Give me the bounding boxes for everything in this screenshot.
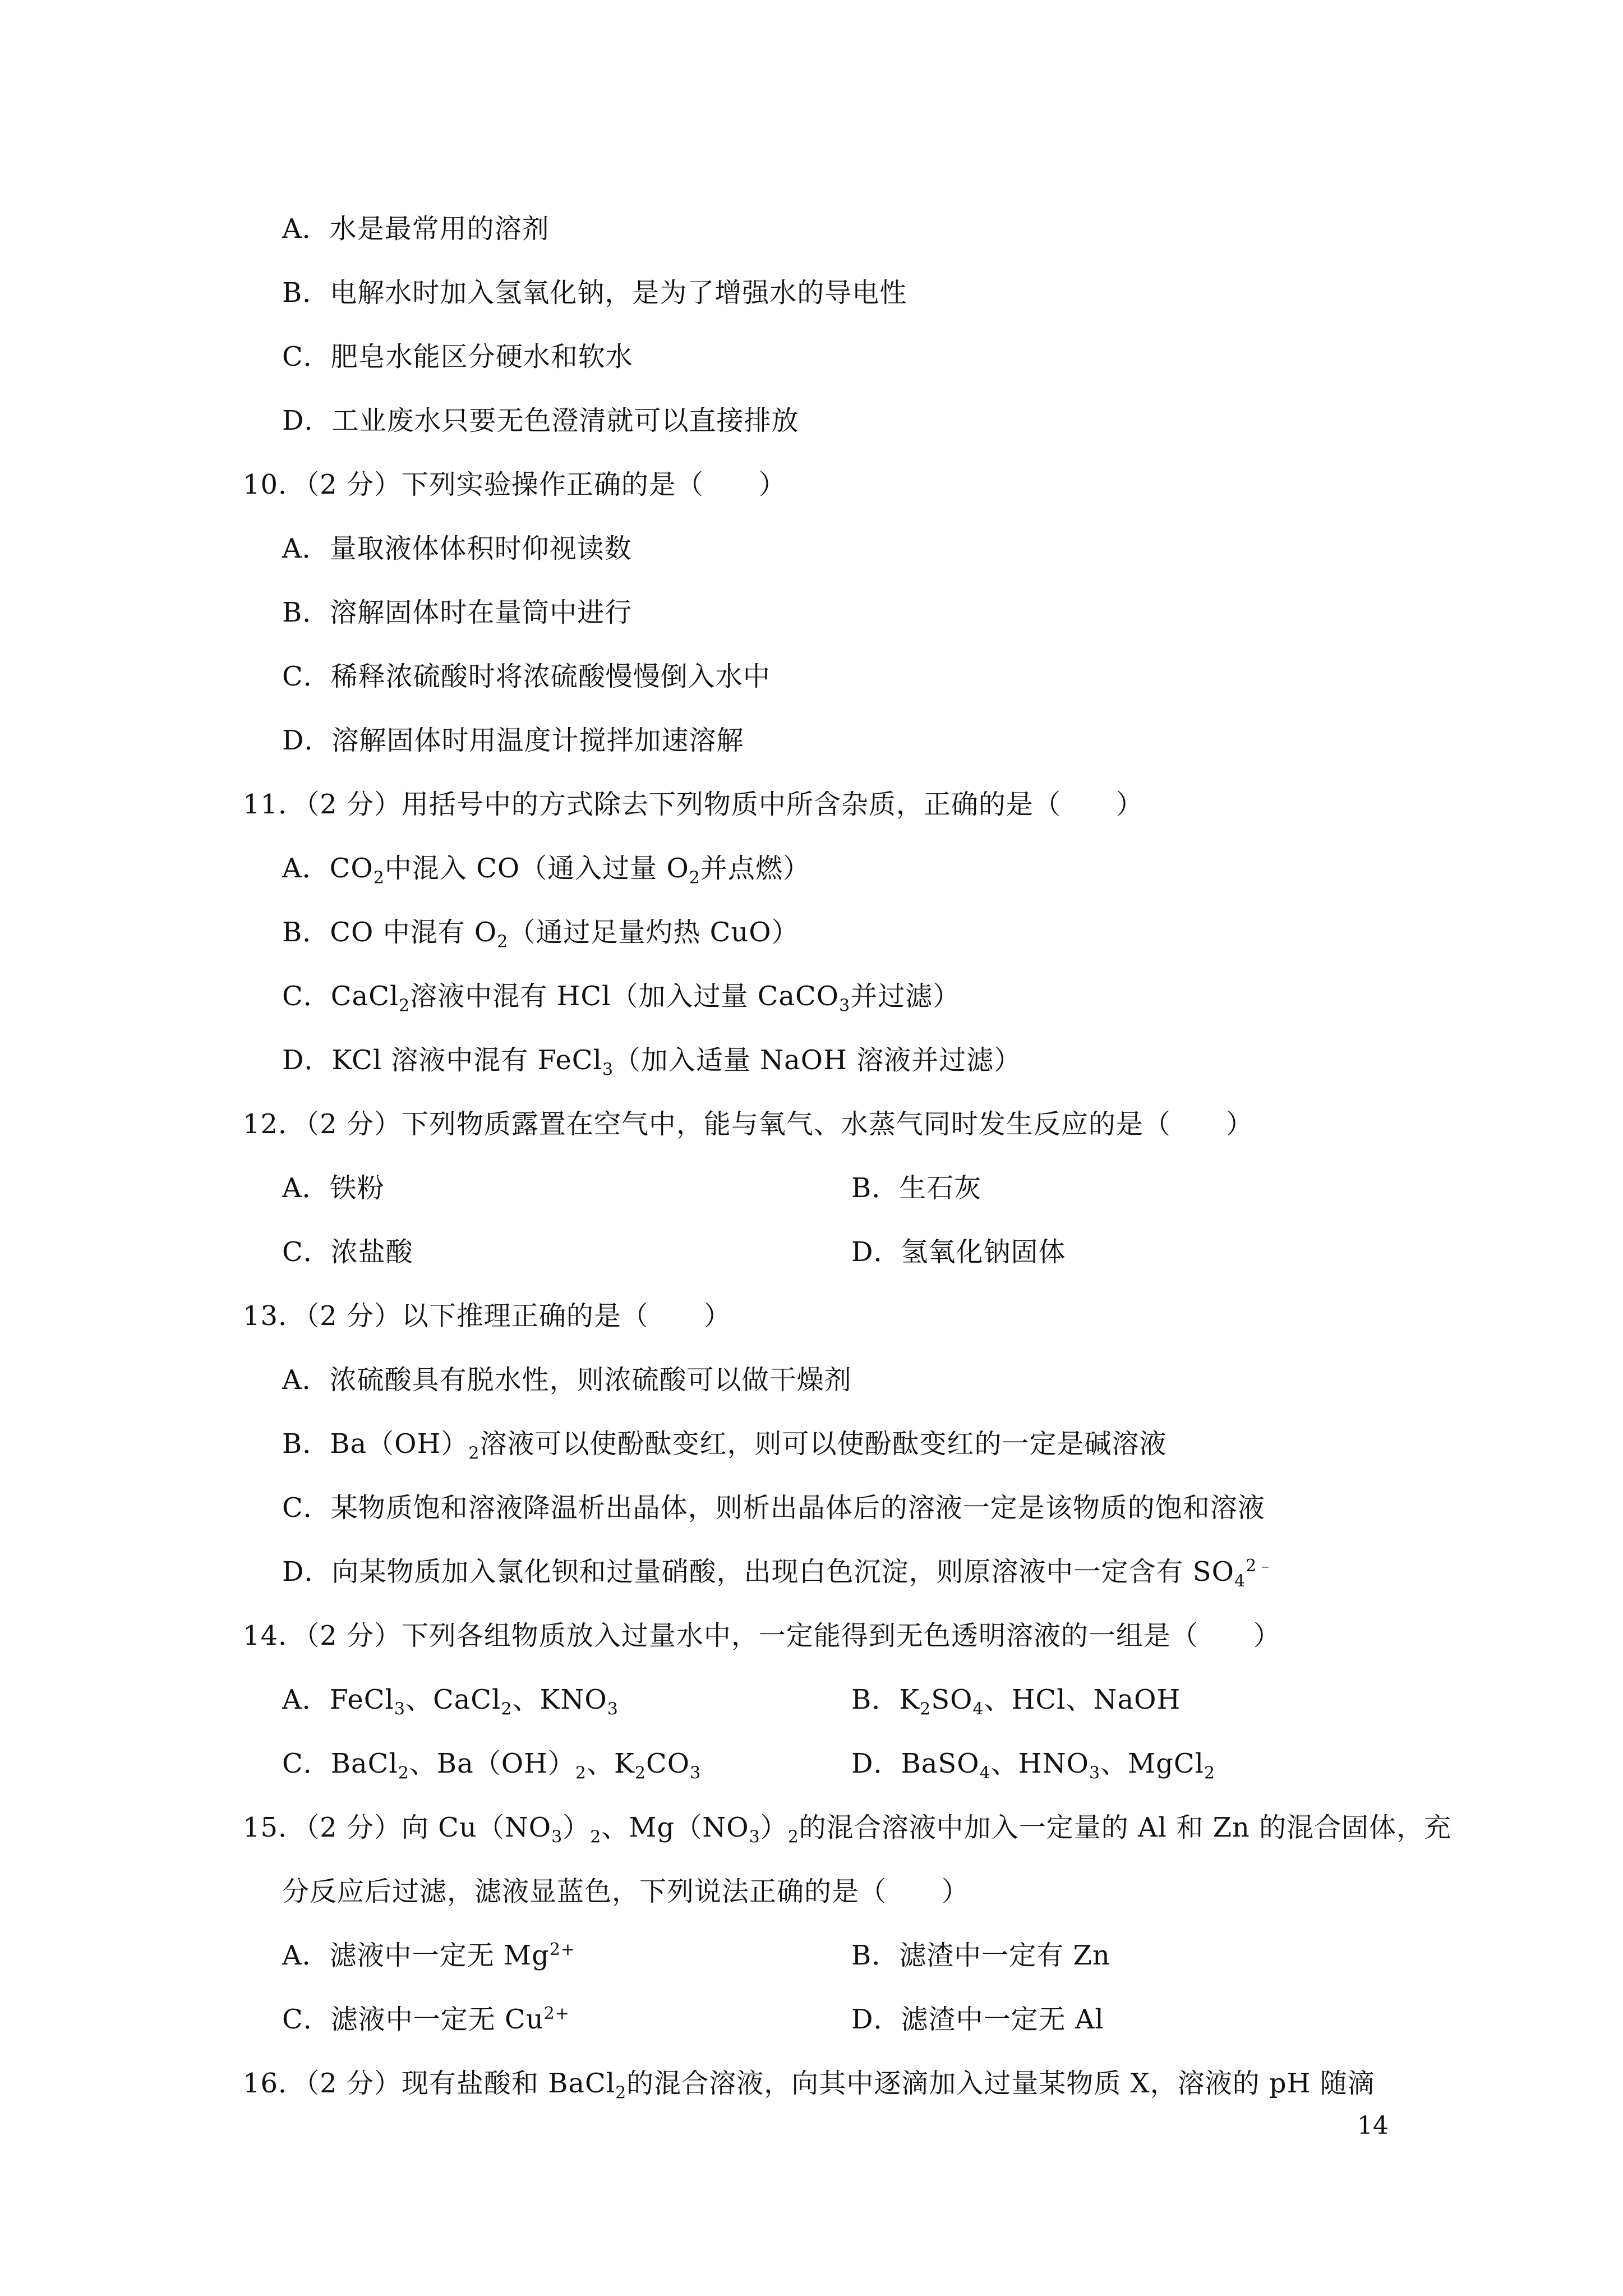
q13-stem: 13．（2 分）以下推理正确的是（ ）: [243, 1300, 731, 1332]
q9-option-c: C．肥皂水能区分硬水和软水: [282, 341, 633, 372]
q10-stem: 10．（2 分）下列实验操作正确的是（ ）: [243, 469, 786, 500]
q10-option-b: B．溶解固体时在量筒中进行: [282, 597, 633, 628]
q9-option-a: A．水是最常用的溶剂: [282, 213, 550, 245]
q14-option-d: D．BaSO$_4$、$HNO_3$、MgCl$_2$: [851, 1748, 1216, 1783]
q16-stem: 16．（2 分）现有盐酸和 BaCl$_2$的混合溶液，向其中逐滴加入过量某物质 X，溶液的 pH 随滴: [243, 2068, 1375, 2103]
q13-option-a: A．浓硫酸具有脱水性，则浓硫酸可以做干燥剂: [282, 1364, 852, 1396]
q14-option-a: A．FeCl$_3$、CaCl$_2$、$KNO_3$: [282, 1684, 619, 1719]
q15-option-a: A．滤液中一定无 $Mg^{2+}$: [282, 1940, 576, 1971]
q15-stem-line2: 分反应后过滤，滤液显蓝色，下列说法正确的是（ ）: [282, 1876, 970, 1907]
q12-option-b: B．生石灰: [851, 1172, 982, 1204]
q11-stem: 11．（2 分）用括号中的方式除去下列物质中所含杂质，正确的是（ ）: [243, 789, 1144, 820]
q14-stem: 14．（2 分）下列各组物质放入过量水中，一定能得到无色透明溶液的一组是（ ）: [243, 1620, 1281, 1651]
q12-stem: 12．（2 分）下列物质露置在空气中，能与氧气、水蒸气同时发生反应的是（ ）: [243, 1108, 1253, 1140]
q14-option-b: B．$K_2SO_4$、HCl、NaOH: [851, 1684, 1181, 1719]
q15-option-c: C．滤液中一定无 $Cu^{2+}$: [282, 2004, 570, 2035]
q11-option-a: A．$CO_2$中混入 CO（通入过量 $O_2$并点燃）: [282, 853, 810, 888]
q15-stem-line1: 15．（2 分）向 $Cu(NO_3)_2$、$Mg(NO_3)_2$的混合溶液中加入一定量的 Al 和 Zn 的混合固体，充: [243, 1812, 1452, 1847]
q15-option-d: D．滤渣中一定无 Al: [851, 2004, 1104, 2035]
q12-option-d: D．氢氧化钠固体: [851, 1236, 1066, 1268]
q11-option-d: D．KCl 溶液中混有 FeCl$_3$（加入适量 NaOH 溶液并过滤）: [282, 1045, 1022, 1080]
q10-option-d: D．溶解固体时用温度计搅拌加速溶解: [282, 725, 744, 756]
q10-option-c: C．稀释浓硫酸时将浓硫酸慢慢倒入水中: [282, 661, 771, 692]
q10-option-a: A．量取液体体积时仰视读数: [282, 533, 632, 564]
q13-option-c: C．某物质饱和溶液降温析出晶体，则析出晶体后的溶液一定是该物质的饱和溶液: [282, 1492, 1265, 1524]
q14-option-c: C．BaCl$_2$、$Ba(OH)_2$、$K_2CO_3$: [282, 1748, 702, 1783]
q11-option-b: B．CO 中混有 $O_2$（通过足量灼热 CuO）: [282, 917, 799, 952]
q9-option-d: D．工业废水只要无色澄清就可以直接排放: [282, 405, 799, 436]
q15-option-b: B．滤渣中一定有 Zn: [851, 1940, 1110, 1971]
q11-option-c: C．CaCl$_2$溶液中混有 HCl（加入过量 CaCO$_3$并过滤）: [282, 981, 961, 1016]
q12-option-c: C．浓盐酸: [282, 1236, 413, 1268]
q13-option-b: B．$Ba(OH)_2$溶液可以使酚酞变红，则可以使酚酞变红的一定是碱溶液: [282, 1428, 1167, 1464]
q9-option-b: B．电解水时加入氢氧化钠，是为了增强水的导电性: [282, 277, 907, 309]
q12-option-a: A．铁粉: [282, 1172, 385, 1204]
page-number: 14: [1357, 2111, 1389, 2140]
q13-option-d: D．向某物质加入氯化钡和过量硝酸，出现白色沉淀，则原溶液中一定含有 $SO_4^{2﹣}$: [282, 1556, 1275, 1591]
